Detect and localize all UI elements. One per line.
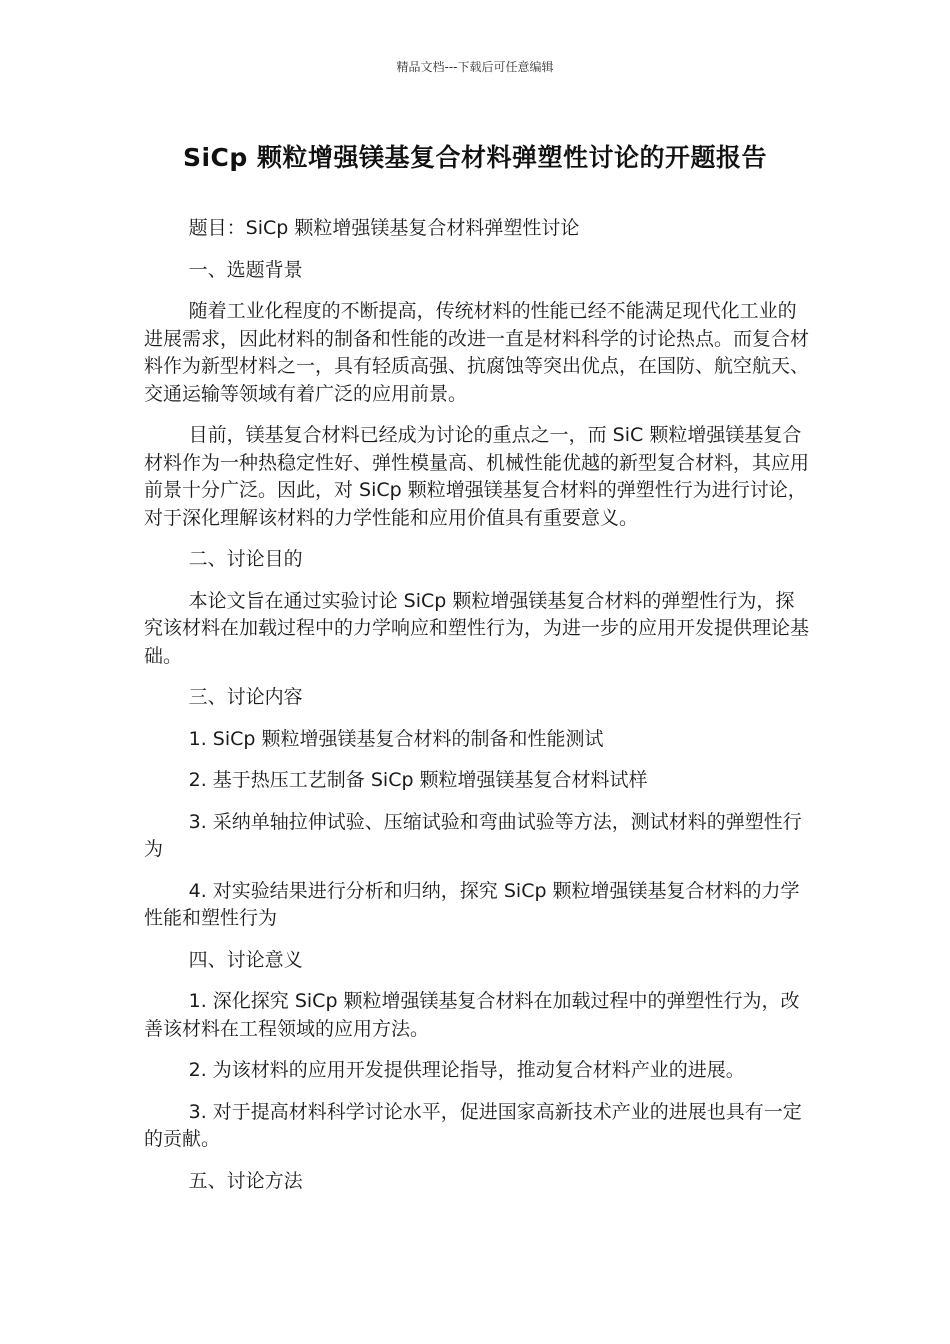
- section-heading-significance: 四、讨论意义: [188, 948, 303, 971]
- paragraph: 随着工业化程度的不断提高，传统材料的性能已经不能满足现代化工业的进展需求，因此材料的制备和性能的改进一直是材料科学的讨论热点。而复合材料作为新型材料之一，具有轻质高强、抗腐蚀等突出优点，在国防、航空航天、交通运输等领域有着广泛的应用前景。: [144, 300, 810, 405]
- document-body: [144, 215, 812, 1209]
- section-heading-methods: 五、讨论方法: [188, 1169, 303, 1192]
- list-item: 3. 对于提高材料科学讨论水平，促进国家高新技术产业的进展也具有一定的贡献。: [144, 1100, 802, 1150]
- list-item: 2. 基于热压工艺制备 SiCp 颗粒增强镁基复合材料试样: [188, 769, 648, 791]
- section-heading-content: 三、讨论内容: [188, 686, 303, 708]
- header-note: 精品文档---下载后可任意编辑: [396, 60, 554, 74]
- list-item: 3. 采纳单轴拉伸试验、压缩试验和弯曲试验等方法，测试材料的弹塑性行为: [144, 810, 802, 860]
- paragraph-topic: 题目：SiCp 颗粒增强镁基复合材料弹塑性讨论: [188, 217, 580, 239]
- list-item: 4. 对实验结果进行分析和归纳，探究 SiCp 颗粒增强镁基复合材料的力学性能和塑性行为: [144, 879, 800, 929]
- section-heading-purpose: 二、讨论目的: [188, 548, 303, 570]
- paragraph: 目前，镁基复合材料已经成为讨论的重点之一，而 SiC 颗粒增强镁基复合材料作为一种热稳定性好、弹性模量高、机械性能优越的新型复合材料，其应用前景十分广泛。因此，对 SiCp 颗粒增强镁基复合材料的弹塑性行为进行讨论，对于深化理解该材料的力学性能和应用价值具有重要意义。: [144, 424, 810, 529]
- document-title: SiCp 颗粒增强镁基复合材料弹塑性讨论的开题报告: [182, 143, 768, 172]
- list-item: 1. SiCp 颗粒增强镁基复合材料的制备和性能测试: [188, 727, 604, 750]
- list-item: 1. 深化探究 SiCp 颗粒增强镁基复合材料在加载过程中的弹塑性行为，改善该材料在工程领域的应用方法。: [144, 990, 800, 1040]
- section-heading-background: 一、选题背景: [188, 258, 303, 281]
- paragraph: 本论文旨在通过实验讨论 SiCp 颗粒增强镁基复合材料的弹塑性行为，探究该材料在加载过程中的力学响应和塑性行为，为进一步的应用开发提供理论基础。: [144, 589, 810, 667]
- list-item: 2. 为该材料的应用开发提供理论指导，推动复合材料产业的进展。: [188, 1059, 745, 1081]
